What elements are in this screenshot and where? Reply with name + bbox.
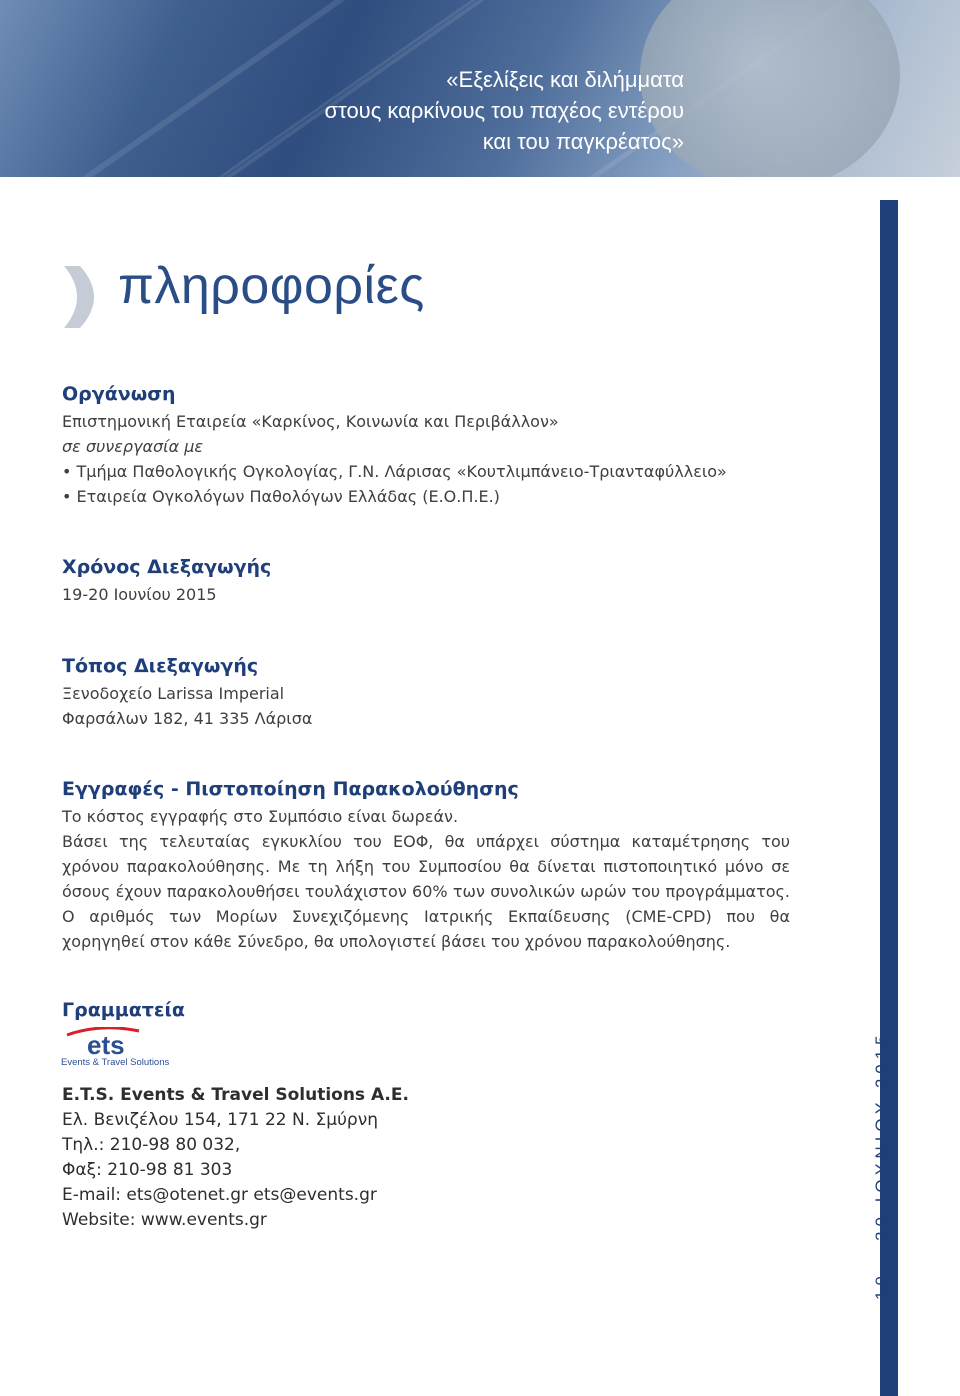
place-line: Φαρσάλων 182, 41 335 Λάρισα: [62, 709, 313, 728]
secretariat-title: Γραμματεία: [62, 999, 185, 1021]
time-title: Χρόνος Διεξαγωγής: [62, 556, 272, 578]
organization-bullet: • Εταιρεία Ογκολόγων Παθολόγων Ελλάδας (Ε.Ο.Π.Ε.): [62, 487, 500, 506]
ets-logo: [61, 1027, 176, 1067]
company-fax: Φαξ: 210-98 81 303: [62, 1160, 233, 1180]
organization-section: [62, 382, 792, 509]
registration-paragraph: Βάσει της τελευταίας εγκυκλίου του ΕΟΦ, θα υπάρχει σύστημα καταμέτρησης του χρόνου παρακολούθησης. Με τη λήξη του Συμποσίου θα δίνεται πιστοποιητικό μόνο σε όσους έχουν παρακολουθήσει τουλάχιστον 60% των συνολικών ωρών του προγράμματος. Ο αριθμός των Μορίων Συνεχιζόμενης Ιατρικής Εκπαίδευσης (CME-CPD) που θα χορηγηθεί στον κάθε Σύνεδρο, θα υπολογιστεί βάσει του χρόνου παρακολούθησης.: [62, 832, 790, 951]
logo-tagline: Events & Travel Solutions: [61, 1057, 170, 1067]
organization-line: σε συνεργασία με: [62, 437, 204, 456]
secretariat-section: [62, 998, 792, 1233]
place-title: Τόπος Διεξαγωγής: [62, 655, 259, 677]
banner-title-line: στους καρκίνους του παχέος εντέρου: [324, 98, 684, 123]
registration-title: Εγγραφές - Πιστοποίηση Παρακολούθησης: [62, 778, 519, 800]
company-website[interactable]: Website: www.events.gr: [62, 1210, 267, 1230]
page-title: πληροφορίες: [118, 257, 425, 315]
place-line: Ξενοδοχείο Larissa Imperial: [62, 684, 285, 703]
banner-title-line: και του παγκρέατος»: [482, 129, 684, 154]
organization-line: Επιστημονική Εταιρεία «Καρκίνος, Κοινωνία και Περιβάλλον»: [62, 412, 559, 431]
time-value: 19-20 Ιουνίου 2015: [62, 585, 217, 604]
registration-section: [62, 777, 792, 954]
header-banner: [0, 0, 960, 177]
registration-line: Το κόστος εγγραφής στο Συμπόσιο είναι δωρεάν.: [62, 807, 459, 826]
company-phone: Τηλ.: 210-98 80 032,: [62, 1135, 241, 1155]
organization-bullet: • Τμήμα Παθολογικής Ογκολογίας, Γ.Ν. Λάρισας «Κουτλιμπάνειο-Τριανταφύλλειο»: [62, 462, 727, 481]
company-email[interactable]: E-mail: ets@otenet.gr ets@events.gr: [62, 1185, 377, 1205]
organization-title: Οργάνωση: [62, 383, 176, 405]
company-address: Ελ. Βενιζέλου 154, 171 22 Ν. Σμύρνη: [62, 1110, 378, 1130]
banner-title-line: «Εξελίξεις και διλήμματα: [446, 67, 684, 92]
place-section: [62, 654, 792, 731]
side-date: 19 - 20 ΙΟΥΝΙΟΥ 2015: [872, 1030, 891, 1300]
company-name: E.T.S. Events & Travel Solutions A.E.: [62, 1085, 409, 1105]
page-number: 7: [882, 1336, 893, 1356]
banner-title: [324, 64, 684, 157]
time-section: [62, 555, 792, 607]
chevron-right-icon: [64, 266, 112, 328]
logo-text: ets: [87, 1030, 125, 1060]
